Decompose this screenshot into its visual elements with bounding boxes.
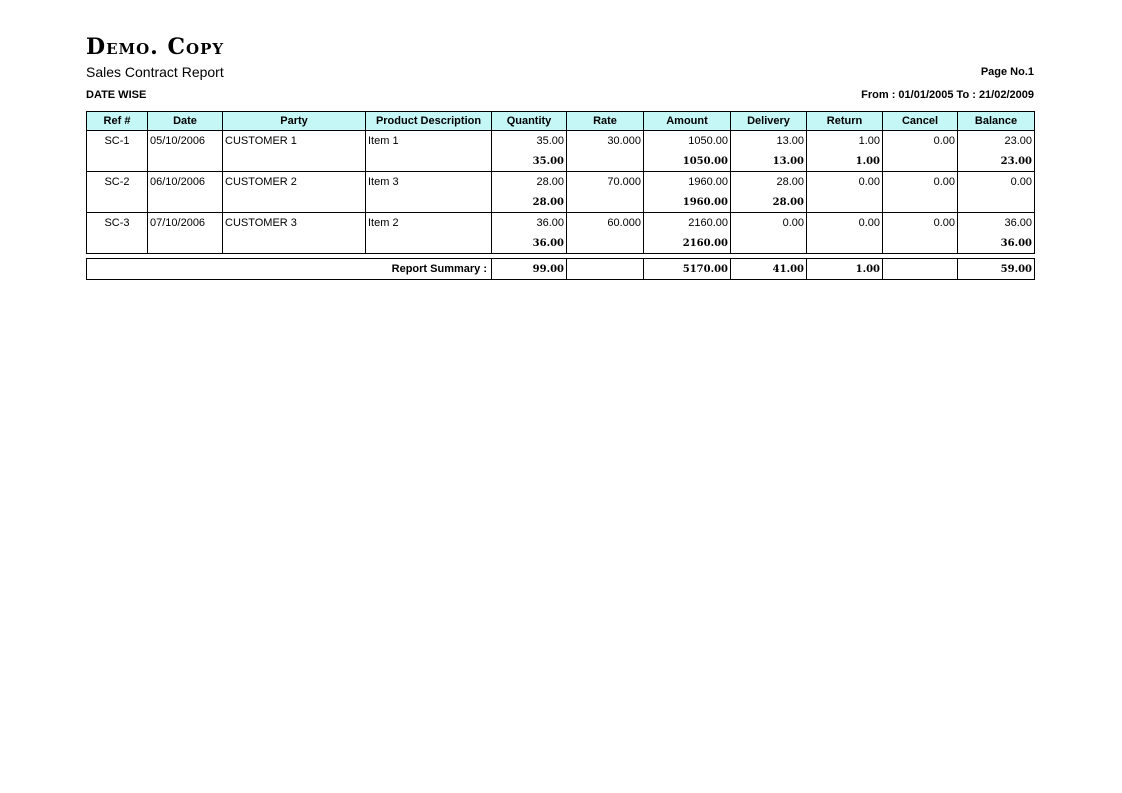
cell-quantity: 36.00	[492, 213, 567, 234]
cell-delivery: 28.00	[731, 192, 807, 213]
cell-product	[366, 233, 492, 254]
cell-ref: SC-1	[87, 131, 148, 152]
cell-amount: 2160.00	[644, 233, 731, 254]
cell-return: 0.00	[807, 213, 883, 234]
cell-quantity: 28.00	[492, 172, 567, 193]
column-header-party: Party	[223, 112, 366, 131]
report-summary-table	[86, 258, 1035, 280]
summary-amount: 5170.00	[644, 259, 731, 280]
cell-quantity: 35.00	[492, 131, 567, 152]
summary-return: 1.00	[807, 259, 883, 280]
cell-rate: 70.000	[567, 172, 644, 193]
summary-quantity: 99.00	[492, 259, 567, 280]
cell-amount: 1960.00	[644, 192, 731, 213]
cell-rate: 30.000	[567, 131, 644, 152]
cell-date: 06/10/2006	[148, 172, 223, 193]
cell-quantity: 28.00	[492, 192, 567, 213]
cell-amount: 2160.00	[644, 213, 731, 234]
cell-party	[223, 233, 366, 254]
column-header-return: Return	[807, 112, 883, 131]
cell-balance: 0.00	[958, 172, 1035, 193]
cell-quantity: 36.00	[492, 233, 567, 254]
cell-delivery	[731, 233, 807, 254]
cell-delivery: 13.00	[731, 131, 807, 152]
cell-amount: 1050.00	[644, 151, 731, 172]
cell-party	[223, 192, 366, 213]
table-row-subtotal	[87, 192, 1035, 213]
cell-product: Item 3	[366, 172, 492, 193]
cell-ref	[87, 192, 148, 213]
cell-cancel: 0.00	[883, 131, 958, 152]
cell-cancel: 0.00	[883, 172, 958, 193]
page-number: Page No.1	[980, 66, 1034, 78]
column-header-quantity: Quantity	[492, 112, 567, 131]
summary-cancel	[883, 259, 958, 280]
company-name: Demo. Copy	[86, 34, 225, 60]
cell-balance: 36.00	[958, 213, 1035, 234]
cell-ref	[87, 233, 148, 254]
cell-balance: 23.00	[958, 151, 1035, 172]
column-header-date: Date	[148, 112, 223, 131]
table-row-subtotal	[87, 233, 1035, 254]
column-header-cancel: Cancel	[883, 112, 958, 131]
cell-product: Item 2	[366, 213, 492, 234]
cell-cancel	[883, 233, 958, 254]
cell-party: CUSTOMER 2	[223, 172, 366, 193]
cell-ref	[87, 151, 148, 172]
cell-rate	[567, 233, 644, 254]
table-row	[87, 131, 1035, 152]
column-header-delivery: Delivery	[731, 112, 807, 131]
cell-ref: SC-3	[87, 213, 148, 234]
column-header-amount: Amount	[644, 112, 731, 131]
cell-date	[148, 151, 223, 172]
cell-delivery: 28.00	[731, 172, 807, 193]
sales-contract-table	[86, 111, 1035, 254]
summary-rate	[567, 259, 644, 280]
cell-amount: 1050.00	[644, 131, 731, 152]
cell-return: 1.00	[807, 151, 883, 172]
cell-cancel: 0.00	[883, 213, 958, 234]
summary-delivery: 41.00	[731, 259, 807, 280]
cell-date	[148, 233, 223, 254]
table-row	[87, 213, 1035, 234]
table-header-row	[87, 112, 1035, 131]
cell-rate	[567, 192, 644, 213]
table-row	[87, 172, 1035, 193]
cell-return	[807, 192, 883, 213]
cell-product	[366, 151, 492, 172]
summary-balance: 59.00	[958, 259, 1035, 280]
cell-rate	[567, 151, 644, 172]
cell-balance: 36.00	[958, 233, 1035, 254]
cell-delivery: 0.00	[731, 213, 807, 234]
column-header-balance: Balance	[958, 112, 1035, 131]
cell-party	[223, 151, 366, 172]
summary-label: Report Summary :	[391, 263, 487, 275]
cell-cancel	[883, 151, 958, 172]
cell-return	[807, 233, 883, 254]
cell-date	[148, 192, 223, 213]
cell-party: CUSTOMER 1	[223, 131, 366, 152]
cell-party: CUSTOMER 3	[223, 213, 366, 234]
report-mode: DATE WISE	[86, 89, 147, 101]
report-title: Sales Contract Report	[86, 64, 224, 80]
cell-quantity: 35.00	[492, 151, 567, 172]
cell-return: 1.00	[807, 131, 883, 152]
summary-row	[87, 259, 1035, 280]
cell-amount: 1960.00	[644, 172, 731, 193]
cell-ref: SC-2	[87, 172, 148, 193]
date-range: From : 01/01/2005 To : 21/02/2009	[861, 89, 1034, 101]
cell-delivery: 13.00	[731, 151, 807, 172]
cell-rate: 60.000	[567, 213, 644, 234]
cell-balance: 23.00	[958, 131, 1035, 152]
column-header-ref: Ref #	[87, 112, 148, 131]
cell-product	[366, 192, 492, 213]
cell-balance	[958, 192, 1035, 213]
table-row-subtotal	[87, 151, 1035, 172]
cell-product: Item 1	[366, 131, 492, 152]
cell-return: 0.00	[807, 172, 883, 193]
cell-cancel	[883, 192, 958, 213]
cell-date: 05/10/2006	[148, 131, 223, 152]
column-header-rate: Rate	[567, 112, 644, 131]
column-header-product: Product Description	[366, 112, 492, 131]
cell-date: 07/10/2006	[148, 213, 223, 234]
